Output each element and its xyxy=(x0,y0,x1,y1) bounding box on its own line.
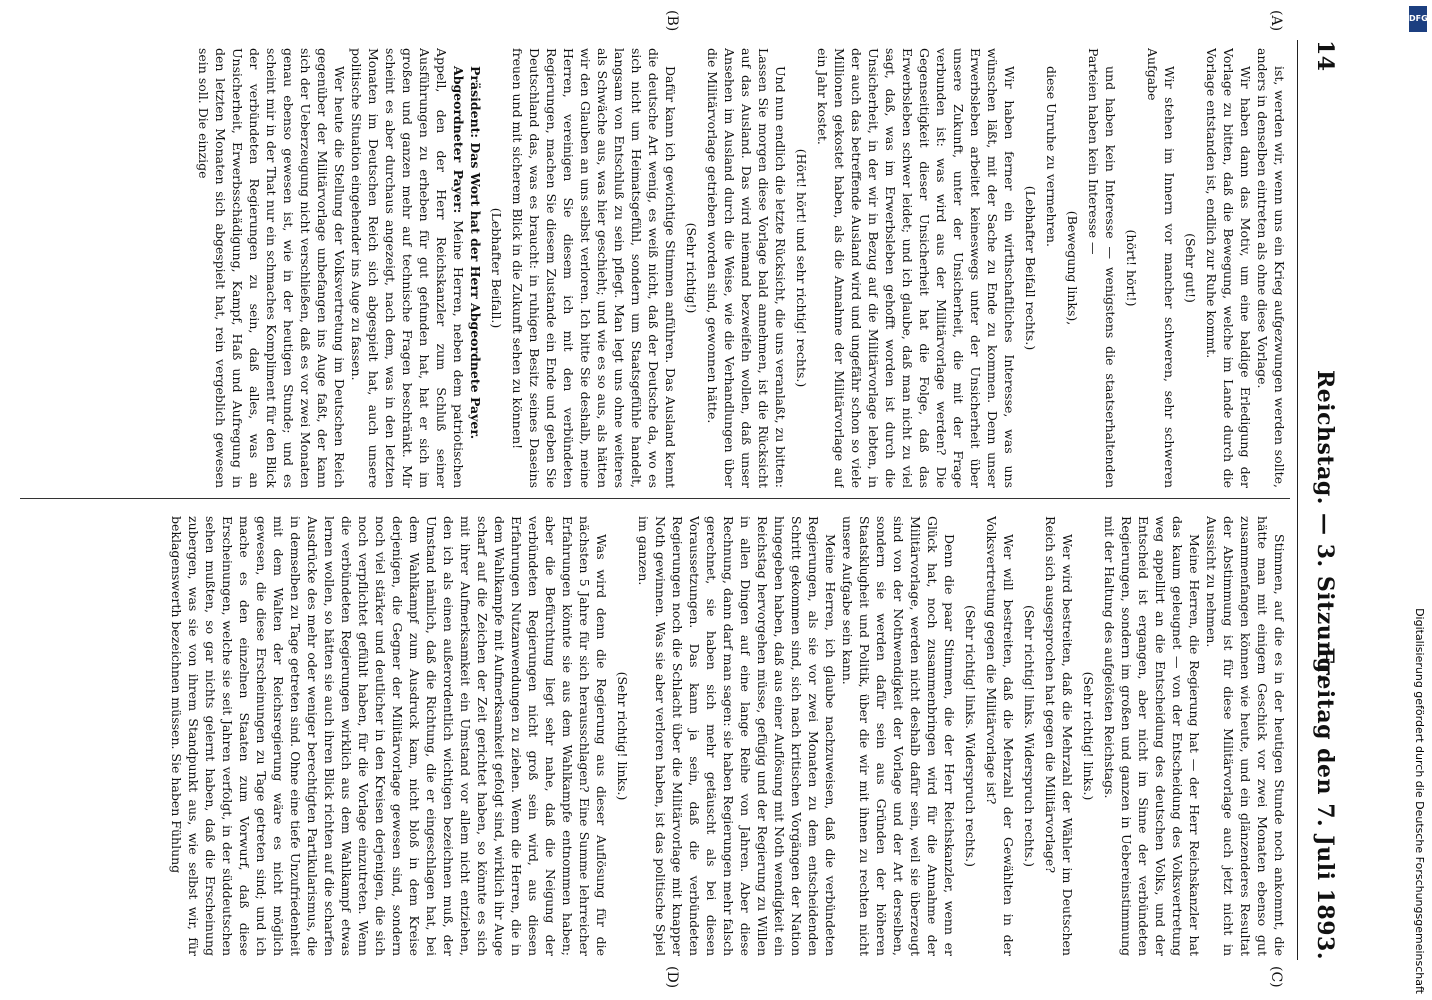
interjection: (Bewegung links), xyxy=(1065,210,1080,326)
interjection: (hört! hört!) xyxy=(1124,229,1139,307)
header-right-title: Freitag den 7. Juli 1893. xyxy=(1312,647,1338,960)
margin-mark-b: (B) xyxy=(664,10,680,32)
header-rule xyxy=(1297,40,1298,960)
margin-mark-a: (A) xyxy=(1268,10,1284,32)
paragraph: Denn die paar Stimmen, die der Herr Reichskanzler, wenn er Glück hat, noch zusammenbringen wird für die Annahme der Militärvorlage, werden nicht deshalb dafür sein, weil sie überzeugt sind von der Nothwendigkeit der Vorlage und der Art derselben, sondern sie werden dafür sein aus Gründen der höheren Staatsklugheit und Politik, über die wir mit ihnen zu rechten nicht unsere Aufgabe sein kann. xyxy=(840,516,957,956)
paragraph: Wir stehen im Innern vor mancher schweren, sehr schweren Aufgabe xyxy=(1145,48,1177,488)
paragraph: Abgeordneter Payer: Meine Herren, neben dem patriotischen Appell, den der Herr Reichskanzler zum Schluß seiner Ausführungen zu erheben für gut gefunden hat, hat er sich im großen und ganzen mehr auf technische Fragen beschränkt. Mir scheint es aber durchaus angezeigt, nach dem, was in den letzten Monaten im Deutschen Reich sich abgespielt hat, auch unsere politische Situation eingehender ins Auge zu fassen. xyxy=(349,48,466,488)
speaker-line: Präsident: Das Wort hat der Herr Abgeordnete Payer. xyxy=(468,66,483,440)
paragraph: Meine Herren, ich glaube nachzuweisen, daß die verbündeten Regierungen, als sie vor zwei Monaten zu dem entscheidenden Schritt gekommen sind, sich nach kritischen Vorgängen der Nation hingegeben haben, daß aus einer Auflösung mit Noth wendigkeit ein Reichstag hervorgehen müsse, gefügig und der Regierung zu Willen in allen Dingen auf eine lange Reihe von Jahren. Aber diese Rechnung, dann darf man sagen: sie haben Regierungen mehr falsch gerechnet, sie haben sich mehr getäuscht als bei diesen Voraussetzungen. Das kann ja sein, daß die verbündeten Regierungen noch die Schlacht über die Militärvorlage mit knapper Noth gewinnen. Was sie aber verloren haben, ist das politische Spiel im ganzen. xyxy=(636,516,838,956)
page-header xyxy=(1298,40,1338,960)
header-left-title: Reichstag. — 3. Sitzung. xyxy=(1312,370,1338,682)
margin-mark-c: (C) xyxy=(1268,966,1284,988)
interjection: (Sehr richtig! links.) xyxy=(1081,671,1096,801)
interjection: (Sehr richtig! links.) xyxy=(615,671,630,801)
interjection: (Sehr richtig!) xyxy=(684,222,699,314)
speaker-label: Abgeordneter Payer: xyxy=(451,66,466,214)
paragraph: Stimmen, auf die es in der heutigen Stunde noch ankommt, die hätte man mit einigem Geschick vor zwei Monaten ebenso gut zusammenfangen können wie heute, und ein glänzenderes Resultat der Abstimmung ist für diese Militärvorlage auch jetzt nicht in Aussicht zu nehmen. xyxy=(1204,516,1287,956)
paragraph: Und nun endlich die letzte Rücksicht, die uns veranlaßt, zu bitten: Lassen Sie morgen diese Vorlage bald annehmen, ist die Rücksicht auf das Ausland. Das wird niemand bezweifeln wollen, daß unser Ansehen im Ausland durch die Weise, wie die Verhandlungen über die Militärvorlage getrieben worden sind, gewonnen hätte. xyxy=(705,48,788,488)
column-divider xyxy=(20,498,1290,499)
paragraph: und haben kein Interesse — wenigstens die staatserhaltenden Parteien haben kein Interesse — xyxy=(1086,48,1118,488)
right-column xyxy=(18,516,1288,956)
interjection: (Sehr gut!) xyxy=(1183,233,1198,303)
interjection: (Lebhafter Beifall rechts.) xyxy=(1023,185,1038,351)
paragraph: Dafür kann ich gewichtige Stimmen anführen. Das Ausland kennt die deutsche Art wenig, es weiß nicht, daß der Deutsche da, wo es sich nicht um Heimatsgefühl, sondern um Staatsgefühle handelt, langsam von Entschluß zu sein pflegt. Man legt uns ohne weiteres als Schwäche aus, was hier geschieht; und wie es so aus, als hätten wir den Glauben an uns selbst verloren. Ich bitte Sie deshalb, meine Herren, vereinigen Sie diesem ich mit den verbündeten Regierungen, machen Sie diesem Zustande ein Ende und geben Sie Deutschland das, was es braucht: in ruhigen Besitz seines Daseins freuen und mit sicherem Blick in die Zukunft sehen zu können! xyxy=(510,48,678,488)
dfg-logo-icon: DFG xyxy=(1409,6,1427,32)
paragraph: Wir haben ferner ein wirthschaftliches Interesse, was uns wünschen läßt, mit der Sache zu Ende zu kommen. Denn unser Erwerbsleben arbeitet keineswegs unter der Unsicherheit über unsere Zukunft, unter der Unsicherheit, die mit der Frage verbunden ist: was wird aus der Militärvorlage werden? Die Gegenseitigkeit dieser Unsicherheit hat die Folge, daß das Erwerbsleben schwer leidet; und ich glaube, daß man nicht zu viel sagt, daß, was im Erwerbsleben gehofft worden ist durch die Unsicherheit, in der wir in Bezug auf die Militärvorlage lebten, in der auch das betreffende Ausland wird und ungefähr schon so viele Millionen gekostet haben, als die Annahme der Militärvorlage auf ein Jahr kostet. xyxy=(815,48,1017,488)
dfg-sidebar xyxy=(1408,4,1430,994)
speaker-label: Präsident: xyxy=(468,66,483,139)
digitization-note: Digitalisierung gefördert durch die Deutsche Forschungsgemeinschaft xyxy=(1413,608,1426,994)
paragraph: diese Unruhe zu vermehren. xyxy=(1044,66,1059,247)
interjection: (Lebhafter Beifall.) xyxy=(489,207,504,329)
page-number: 14 xyxy=(1312,40,1338,72)
paragraph: Meine Herren, die Regierung hat — der Herr Reichskanzler hat das kaum geleugnet — von der Entscheidung des Volksvertretung weg appellirt an die Entscheidung des deutschen Volks, und der Entscheid ist ergangen, aber nicht im Sinne der verbündeten Regierungen, sondern im großen und ganzen in Uebereinstimmung mit der Haltung des aufgelösten Reichstags. xyxy=(1102,516,1202,956)
paragraph: Wer heute die Stellung der Volksvertretung im Deutschen Reich gegenüber der Militärvorlage unbefangen ins Auge faßt, der kann sich der Ueberzeugung nicht verschließen, daß es vor zwei Monaten genau ebenso gewesen ist, wie in der heutigen Stunde; und es scheint mir in der That nur ein schmaches Kompliment für den Blick der verbündeten Regierungen zu sein, daß alles, was an Unsicherheit, Erwerbsschädigung, Kampf, Haß und Aufregung in den letzten Monaten sich abgespielt hat, rein vergeblich gewesen sein soll. Die einzige xyxy=(196,48,347,488)
paragraph: Wer will bestreiten, daß die Mehrzahl der Gewählten in der Volksvertretung gegen die Militärvorlage ist? xyxy=(984,516,1016,956)
paragraph: Was wird denn die Regierung aus dieser Auflösung für die nächsten 5 Jahre für sich herausschlagen? Eine Summe lehrreicher Erfahrungen könnte sie aus dem Wahlkampfe entnommen haben; aber die Befürchtung liegt sehr nahe, daß die Neigung der verbündeten Regierungen nicht groß sein wird, aus diesen Erfahrungen Nutzanwendungen zu ziehen. Wenn die Herren, die in dem Wahlkampfe mit Aufmerksamkeit gefolgt sind, wirklich ihr Auge scharf auf die Zeichen der Zeit gerichtet haben, so könnte es sich mit ihrer Aufmerksamkeit ein Umstand vor allem nicht entziehen, den ich als einen außerordentlich wichtigen bezeichnen muß, der Umstand nämlich, daß die Richtung, die er eingeschlagen hat, bei dem Wahlkampf zum Ausdruck kam, nicht bloß in dem Kreise derjenigen, die Gegner der Militärvorlage gewesen sind, sondern noch viel stärker und deutlicher in den Kreisen derjenigen, die sich noch verpflichtet gefühlt haben, für die Vorlage einzutreten. Wenn die verbündeten Regierungen wirklich aus dem Wahlkampf etwas lernen wollen, so hätten sie auch ihren Blick richten auf die scharfen Ausdrücke des mehr oder weniger berechtigten Partikularismus, die in demselben zu Tage getreten sind. Ohne eine tiefe Unzufriedenheit mit dem Walten der Reichsregierung wäre es nicht möglich gewesen, die diese Erscheinungen zu Tage getreten sind; und ich mache es den einzelnen Staaten zum Vorwurf, daß diese Erscheinungen, welche sie seit Jahren verfolgt, in der süddeutschen sehen mußten, so gar nichts gelernt haben, daß die Erscheinung zubergen, was sie von ihrem Standpunkt aus, wie selbst wir, für beklagenswerth bezeichnen müssen. Sie haben Fühlung xyxy=(169,516,609,956)
paragraph: Wer wird bestreiten, daß die Mehrzahl der Wähler im Deutschen Reich sich ausgesprochen hat gegen die Militärvorlage? xyxy=(1043,516,1075,956)
margin-mark-d: (D) xyxy=(664,966,680,989)
interjection: (Hört! hört! und sehr richtig! rechts.) xyxy=(794,148,809,388)
left-column xyxy=(18,48,1288,488)
paragraph: Wir haben dann das Motiv, um eine baldige Erledigung der Vorlage zu bitten, daß die Bewegung, welche im Lande durch die Vorlage entstanden ist, endlich zur Ruhe kommt. xyxy=(1204,48,1253,488)
interjection: (Sehr richtig! links. Widerspruch rechts.) xyxy=(963,604,978,868)
interjection: (Sehr richtig! links. Widerspruch rechts.) xyxy=(1022,604,1037,868)
paragraph: ist, werden wir, wenn uns ein Krieg aufgezwungen werden sollte, anders in denselben eintreten als ohne diese Vorlage. xyxy=(1255,48,1287,488)
